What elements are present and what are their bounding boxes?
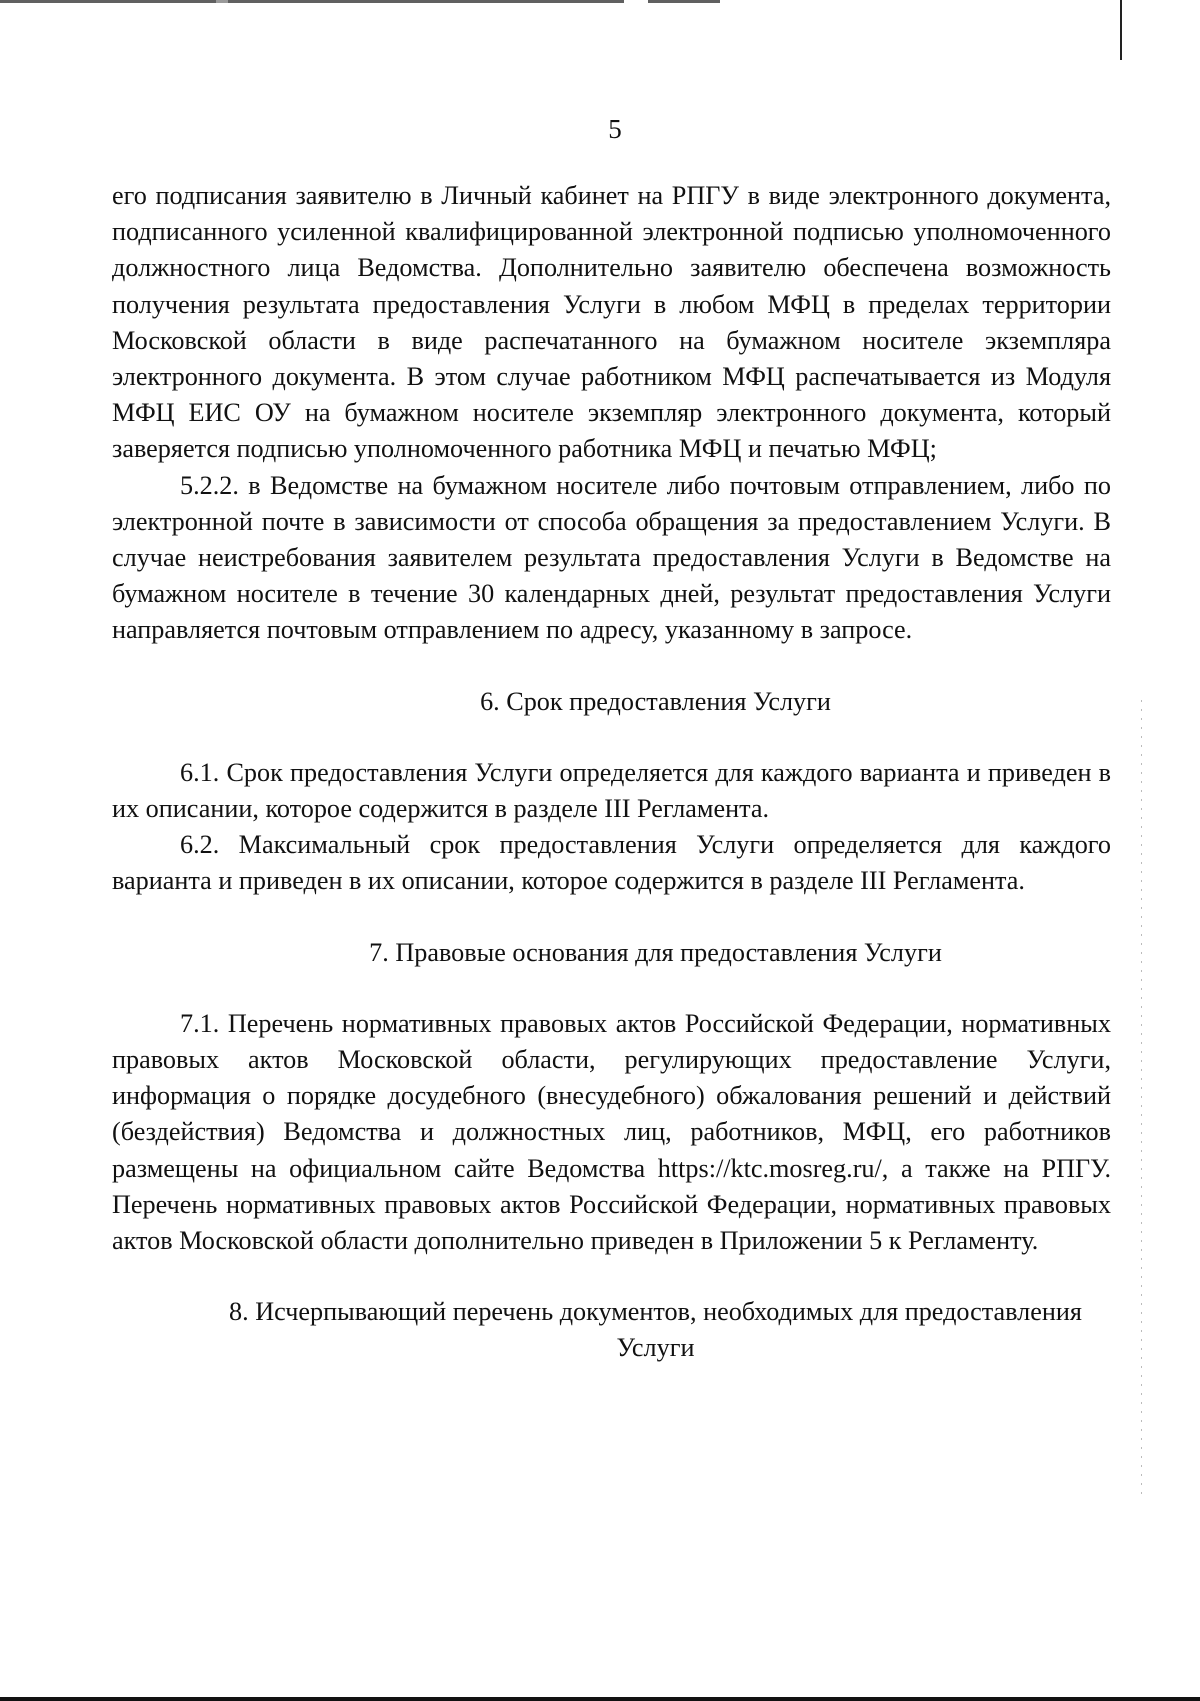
paragraph-6-2: 6.2. Максимальный срок предоставления Услуги определяется для каждого варианта и приведен в их описании, которое содержится в разделе III Регламента. bbox=[112, 830, 1111, 896]
paragraph-6-1: 6.1. Срок предоставления Услуги определяется для каждого варианта и приведен в их описании, которое содержится в разделе III Регламента. bbox=[112, 757, 1111, 824]
section-8-heading-line1: 8. Исчерпывающий перечень документов, необходимых для предоставления bbox=[229, 1297, 1082, 1327]
section-7-heading: 7. Правовые основания для предоставления Услуги bbox=[369, 937, 942, 967]
scan-edge-line bbox=[1120, 0, 1122, 60]
scan-bottom-edge bbox=[0, 1697, 1200, 1701]
section-8-heading-line2: Услуги bbox=[616, 1333, 695, 1363]
paragraph-continuation: его подписания заявителю в Личный кабинет на РПГУ в виде электронного документа, подписанного усиленной квалифицированной электронной подписью уполномоченного должностного лица Ведомства. Дополнительно заявителю обеспечена возможность получения результата предоставления Услуги в любом МФЦ в пределах территории Московской области в виде распечатанного на бумажном носителе экземпляра электронного документа. В этом случае работником МФЦ распечатывается из Модуля МФЦ ЕИС ОУ на бумажном носителе экземпляр электронного документа, который заверяется подписью уполномоченного работника МФЦ и печатью МФЦ; bbox=[112, 181, 1111, 464]
scan-edge-dots bbox=[1141, 700, 1142, 1500]
document-body bbox=[112, 178, 1111, 1367]
paragraph-7-1: 7.1. Перечень нормативных правовых актов Российской Федерации, нормативных правовых актов Московской области, регулирующих предоставление Услуги, информация о порядке досудебного (внесудебного) обжалования решений и действий (бездействия) Ведомства и должностных лиц, работников, МФЦ, его работников размещены на официальном сайте Ведомства https://ktc.mosreg.ru/, а также на РПГУ. Перечень нормативных правовых актов Российской Федерации, нормативных правовых актов Московской области дополнительно приведен в Приложении 5 к Регламенту. bbox=[112, 1008, 1111, 1256]
section-6-heading: 6. Срок предоставления Услуги bbox=[480, 686, 831, 716]
page-number: 5 bbox=[608, 114, 622, 144]
scan-top-edge bbox=[0, 0, 1200, 3]
paragraph-5-2-2: 5.2.2. в Ведомстве на бумажном носителе либо почтовым отправлением, либо по электронной почте в зависимости от способа обращения за предоставлением Услуги. В случае неистребования заявителем результата предоставления Услуги в Ведомстве на бумажном носителе в течение 30 календарных дней, результат предоставления Услуги направляется почтовым отправлением по адресу, указанному в запросе. bbox=[112, 470, 1111, 645]
